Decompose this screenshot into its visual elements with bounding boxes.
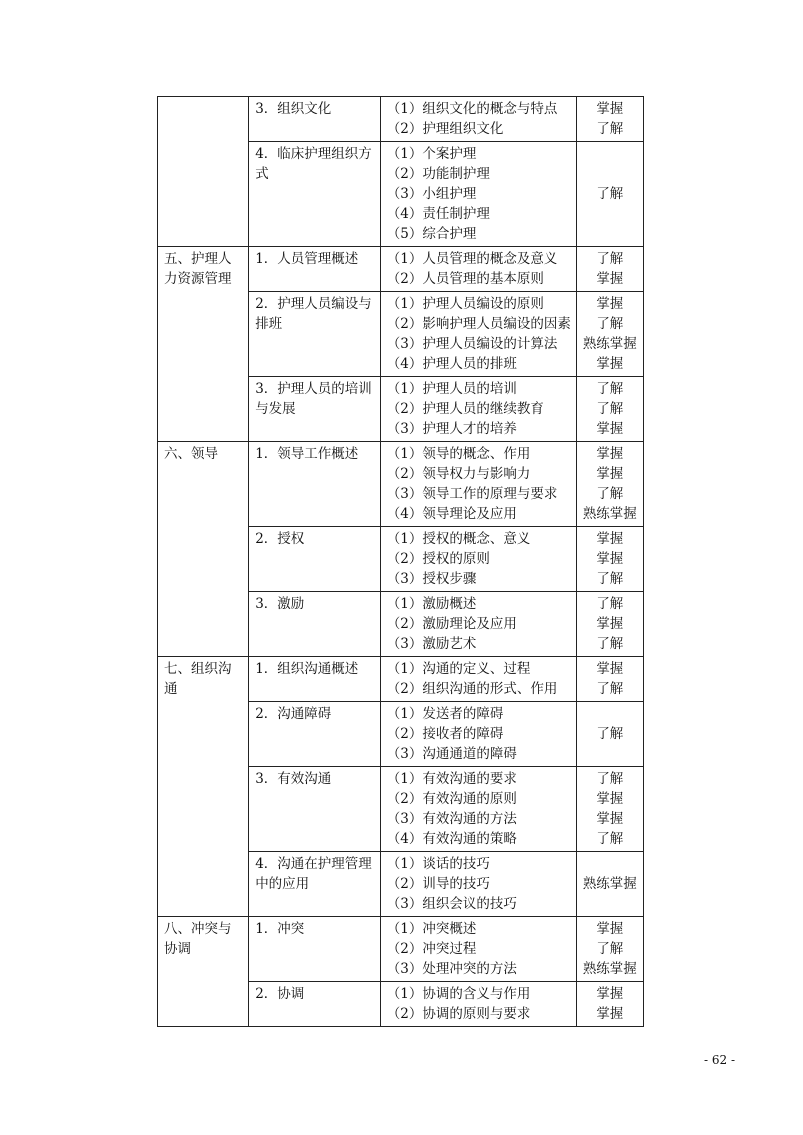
content-item: （3）处理冲突的方法: [386, 961, 517, 977]
content-item: （2）冲突过程: [386, 941, 477, 957]
chapter-cell: 六、领导: [158, 442, 249, 657]
content-cell: [380, 527, 576, 592]
level-item: 了解: [596, 401, 624, 417]
content-item: （2）授权的原则: [386, 551, 490, 567]
content-item: （2）接收者的障碍: [386, 726, 504, 742]
level-item: 了解: [596, 121, 624, 137]
content-item: （3）组织会议的技巧: [386, 896, 517, 912]
content-item: （3）有效沟通的方法: [386, 811, 517, 827]
content-cell: [380, 97, 576, 142]
content-item: （3）护理人员编设的计算法: [386, 336, 558, 352]
level-item: 掌握: [596, 811, 624, 827]
content-item: （4）有效沟通的策略: [386, 831, 517, 847]
section-cell: 1．人员管理概述: [249, 247, 381, 292]
level-cell: [576, 377, 643, 442]
table-row: [158, 442, 644, 527]
level-cell: [576, 592, 643, 657]
section-cell: 2．护理人员编设与排班: [249, 292, 381, 377]
content-item: （5）综合护理: [386, 226, 477, 242]
level-item: 掌握: [596, 296, 624, 312]
section-cell: 3．有效沟通: [249, 767, 381, 852]
content-cell: [380, 292, 576, 377]
level-item: 掌握: [596, 616, 624, 632]
level-cell: [576, 917, 643, 982]
chapter-cell: [158, 97, 249, 247]
level-item: 掌握: [596, 446, 624, 462]
level-cell: [576, 767, 643, 852]
level-cell: [576, 527, 643, 592]
content-item: （1）组织文化的概念与特点: [386, 101, 558, 117]
content-cell: [380, 657, 576, 702]
level-item: 了解: [596, 636, 624, 652]
level-item: 掌握: [596, 101, 624, 117]
level-cell: [576, 982, 643, 1027]
level-item: 了解: [596, 726, 624, 742]
chapter-cell: 五、护理人力资源管理: [158, 247, 249, 442]
chapter-cell: 八、冲突与协调: [158, 917, 249, 1027]
content-item: （1）授权的概念、意义: [386, 531, 531, 547]
level-item: 了解: [596, 571, 624, 587]
content-item: （2）护理组织文化: [386, 121, 504, 137]
level-item: 了解: [596, 831, 624, 847]
level-cell: [576, 852, 643, 917]
content-cell: [380, 702, 576, 767]
content-cell: [380, 917, 576, 982]
section-cell: 1．组织沟通概述: [249, 657, 381, 702]
content-item: （1）护理人员的培训: [386, 381, 517, 397]
level-item: 掌握: [596, 356, 624, 372]
level-item: 掌握: [596, 531, 624, 547]
level-item: 掌握: [596, 271, 624, 287]
level-item: 了解: [596, 941, 624, 957]
content-item: （1）谈话的技巧: [386, 856, 490, 872]
level-cell: [576, 247, 643, 292]
content-item: （1）协调的含义与作用: [386, 986, 531, 1002]
content-item: （2）协调的原则与要求: [386, 1006, 531, 1022]
level-cell: [576, 292, 643, 377]
level-cell: [576, 442, 643, 527]
level-item: 了解: [596, 486, 624, 502]
level-item: 掌握: [596, 921, 624, 937]
chapter-cell: 七、组织沟通: [158, 657, 249, 917]
content-item: （2）功能制护理: [386, 166, 490, 182]
content-item: （3）小组护理: [386, 186, 477, 202]
syllabus-table: [157, 96, 644, 1027]
level-item: 掌握: [596, 421, 624, 437]
content-item: （4）责任制护理: [386, 206, 490, 222]
content-item: （2）激励理论及应用: [386, 616, 517, 632]
content-item: （2）领导权力与影响力: [386, 466, 531, 482]
level-item: 了解: [596, 251, 624, 267]
content-item: （2）组织沟通的形式、作用: [386, 681, 558, 697]
content-item: （1）护理人员编设的原则: [386, 296, 544, 312]
level-item: 熟练掌握: [582, 876, 637, 892]
level-item: 了解: [596, 681, 624, 697]
level-item: 了解: [596, 316, 624, 332]
content-item: （1）个案护理: [386, 146, 477, 162]
section-cell: 4．沟通在护理管理中的应用: [249, 852, 381, 917]
level-cell: [576, 702, 643, 767]
level-item: 掌握: [596, 551, 624, 567]
section-cell: 2．授权: [249, 527, 381, 592]
content-item: （1）发送者的障碍: [386, 706, 504, 722]
table-row: [158, 917, 644, 982]
section-cell: 3．激励: [249, 592, 381, 657]
page-number: - 62 -: [703, 1053, 735, 1067]
content-item: （1）领导的概念、作用: [386, 446, 531, 462]
content-cell: [380, 142, 576, 247]
section-cell: 3．护理人员的培训与发展: [249, 377, 381, 442]
content-cell: [380, 852, 576, 917]
content-item: （2）训导的技巧: [386, 876, 490, 892]
level-cell: [576, 97, 643, 142]
content-item: （1）有效沟通的要求: [386, 771, 517, 787]
content-item: （3）授权步骤: [386, 571, 477, 587]
syllabus-table-body: [158, 97, 644, 1027]
level-item: 掌握: [596, 466, 624, 482]
content-item: （2）影响护理人员编设的因素: [386, 316, 571, 332]
table-row: [158, 97, 644, 142]
content-cell: [380, 377, 576, 442]
content-item: （1）激励概述: [386, 596, 477, 612]
level-item: 掌握: [596, 661, 624, 677]
content-item: （3）沟通通道的障碍: [386, 746, 517, 762]
content-item: （4）护理人员的排班: [386, 356, 517, 372]
content-item: （3）领导工作的原理与要求: [386, 486, 558, 502]
level-item: 熟练掌握: [582, 961, 637, 977]
content-item: （1）冲突概述: [386, 921, 477, 937]
content-cell: [380, 247, 576, 292]
section-cell: 4．临床护理组织方式: [249, 142, 381, 247]
content-item: （4）领导理论及应用: [386, 506, 517, 522]
level-item: 了解: [596, 596, 624, 612]
content-item: （3）护理人才的培养: [386, 421, 517, 437]
content-item: （1）人员管理的概念及意义: [386, 251, 558, 267]
level-cell: [576, 142, 643, 247]
level-item: 掌握: [596, 986, 624, 1002]
content-item: （2）人员管理的基本原则: [386, 271, 544, 287]
level-item: 了解: [596, 771, 624, 787]
level-item: 了解: [596, 381, 624, 397]
content-cell: [380, 767, 576, 852]
content-item: （1）沟通的定义、过程: [386, 661, 531, 677]
section-cell: 3．组织文化: [249, 97, 381, 142]
content-item: （2）有效沟通的原则: [386, 791, 517, 807]
level-item: 熟练掌握: [582, 336, 637, 352]
section-cell: 2．沟通障碍: [249, 702, 381, 767]
section-cell: 1．领导工作概述: [249, 442, 381, 527]
level-item: 掌握: [596, 791, 624, 807]
level-item: 了解: [596, 186, 624, 202]
section-cell: 2．协调: [249, 982, 381, 1027]
level-cell: [576, 657, 643, 702]
table-row: [158, 657, 644, 702]
content-item: （2）护理人员的继续教育: [386, 401, 544, 417]
level-item: 掌握: [596, 1006, 624, 1022]
content-cell: [380, 982, 576, 1027]
section-cell: 1．冲突: [249, 917, 381, 982]
content-cell: [380, 442, 576, 527]
content-cell: [380, 592, 576, 657]
table-row: [158, 247, 644, 292]
content-item: （3）激励艺术: [386, 636, 477, 652]
level-item: 熟练掌握: [582, 506, 637, 522]
